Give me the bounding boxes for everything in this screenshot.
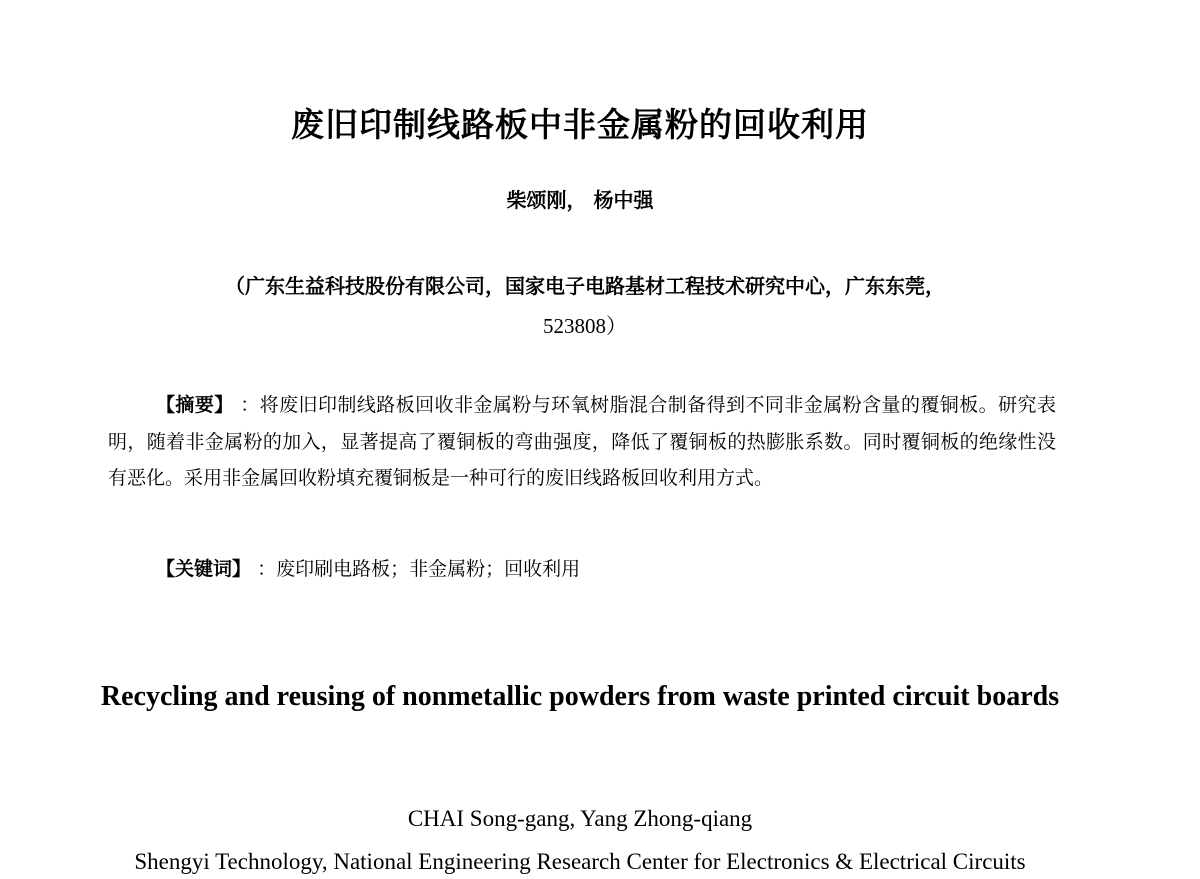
chinese-title: 废旧印制线路板中非金属粉的回收利用 bbox=[291, 105, 869, 144]
keywords-line bbox=[156, 551, 1056, 587]
english-affiliation: Shengyi Technology, National Engineering Research Center for Electronics & Electrical Circuits bbox=[134, 849, 1026, 874]
chinese-authors: 柴颂刚， 杨中强 bbox=[506, 188, 654, 212]
abstract-label: 【摘要】 bbox=[156, 394, 234, 416]
chinese-affiliation-postcode: 523808） bbox=[543, 314, 627, 338]
english-title: Recycling and reusing of nonmetallic powders from waste printed circuit boards bbox=[100, 681, 1060, 712]
abstract-paragraph bbox=[108, 387, 1056, 497]
keywords-label: 【关键词】 bbox=[156, 558, 252, 580]
english-authors: CHAI Song-gang, Yang Zhong-qiang bbox=[407, 806, 753, 831]
chinese-affiliation bbox=[110, 266, 1060, 346]
chinese-affiliation-line1: （广东生益科技股份有限公司，国家电子电路基材工程技术研究中心，广东东莞， bbox=[225, 274, 945, 298]
keywords-text: ：废印刷电路板；非金属粉；回收利用 bbox=[257, 558, 581, 580]
abstract-text: ：将废旧印制线路板回收非金属粉与环氧树脂混合制备得到不同非金属粉含量的覆铜板。研究表明，随着非金属粉的加入，显著提高了覆铜板的弯曲强度，降低了覆铜板的热膨胀系数。同时覆铜板的绝缘性没有恶化。采用非金属回收粉填充覆铜板是一种可行的废旧线路板回收利用方式。 bbox=[108, 394, 1056, 489]
